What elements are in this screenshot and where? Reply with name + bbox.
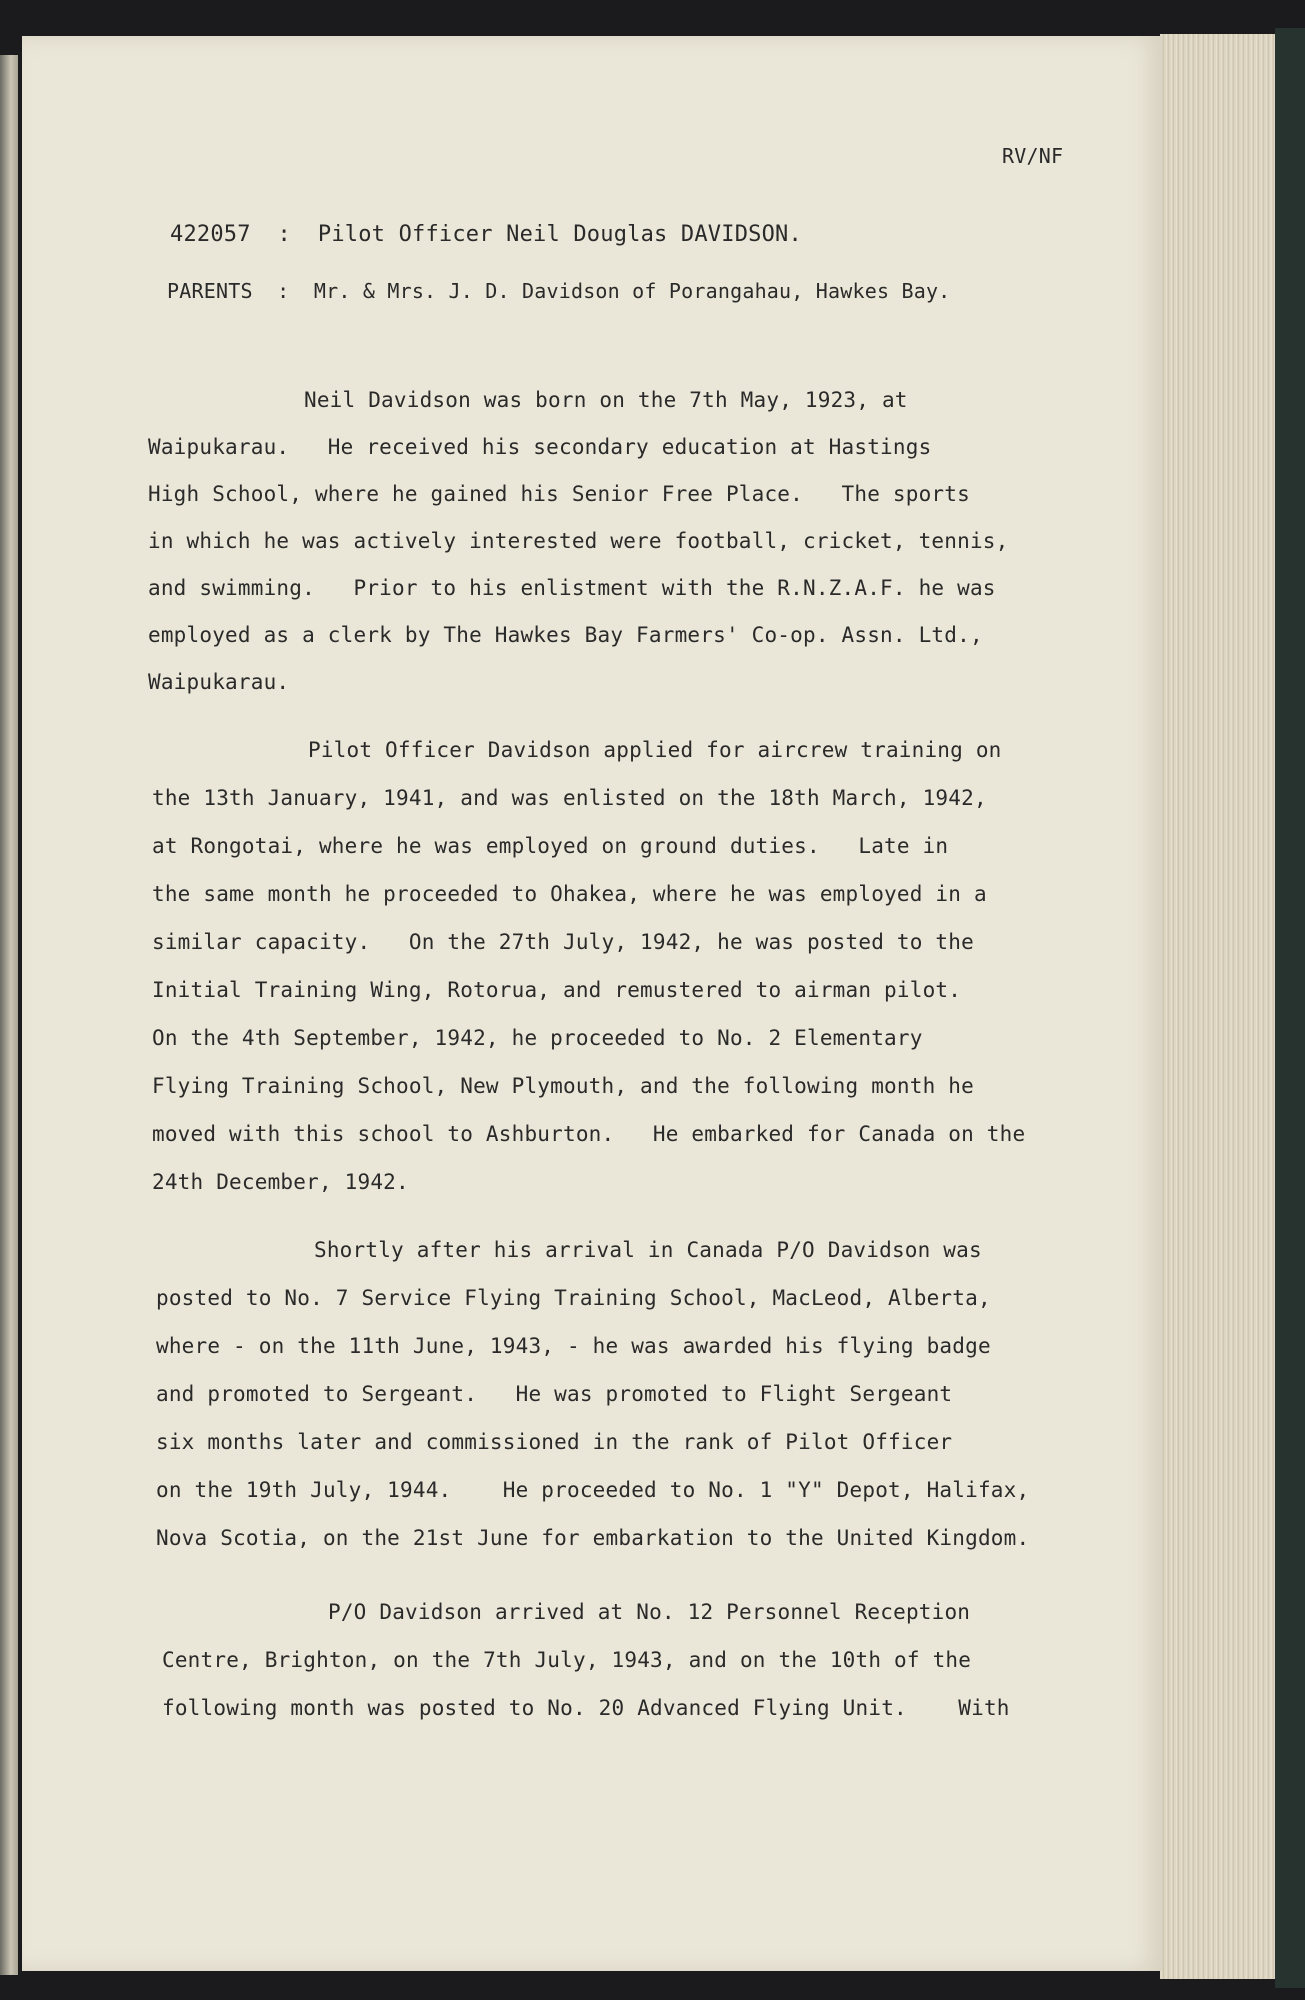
book-cover-edge — [1275, 28, 1305, 1988]
body-line: On the 4th September, 1942, he proceeded to No. 2 Elementary — [152, 1026, 923, 1050]
parents-line: PARENTS : Mr. & Mrs. J. D. Davidson of Porangahau, Hawkes Bay. — [167, 279, 951, 303]
body-line: Neil Davidson was born on the 7th May, 1923, at — [304, 388, 908, 412]
body-line: High School, where he gained his Senior Free Place. The sports — [148, 482, 970, 506]
body-line: Nova Scotia, on the 21st June for embarkation to the United Kingdom. — [156, 1526, 1030, 1550]
body-line: Initial Training Wing, Rotorua, and remustered to airman pilot. — [152, 978, 962, 1002]
body-line: on the 19th July, 1944. He proceeded to No. 1 "Y" Depot, Halifax, — [156, 1478, 1030, 1502]
body-line: employed as a clerk by The Hawkes Bay Farmers' Co-op. Assn. Ltd., — [148, 623, 983, 647]
body-line: where - on the 11th June, 1943, - he was awarded his flying badge — [156, 1334, 991, 1358]
body-line: 24th December, 1942. — [152, 1170, 409, 1194]
body-line: Pilot Officer Davidson applied for aircrew training on — [308, 738, 1002, 762]
document-page — [22, 36, 1162, 1971]
body-line: Waipukarau. — [148, 670, 290, 694]
body-line: Waipukarau. He received his secondary education at Hastings — [148, 435, 932, 459]
body-line: the same month he proceeded to Ohakea, where he was employed in a — [152, 882, 987, 906]
reference-code: RV/NF — [1002, 144, 1064, 168]
body-line: and promoted to Sergeant. He was promoted to Flight Sergeant — [156, 1382, 953, 1406]
service-number-name-line: 422057 : Pilot Officer Neil Douglas DAVIDSON. — [170, 222, 802, 247]
body-line: and swimming. Prior to his enlistment with the R.N.Z.A.F. he was — [148, 576, 996, 600]
body-line: the 13th January, 1941, and was enlisted on the 18th March, 1942, — [152, 786, 987, 810]
body-line: Flying Training School, New Plymouth, and the following month he — [152, 1074, 974, 1098]
facing-page-edge — [0, 55, 18, 1975]
body-line: at Rongotai, where he was employed on ground duties. Late in — [152, 834, 949, 858]
body-line: Centre, Brighton, on the 7th July, 1943, and on the 10th of the — [162, 1648, 972, 1672]
body-line: similar capacity. On the 27th July, 1942, he was posted to the — [152, 930, 974, 954]
body-line: posted to No. 7 Service Flying Training School, MacLeod, Alberta, — [156, 1286, 991, 1310]
body-line: following month was posted to No. 20 Advanced Flying Unit. With — [162, 1696, 1010, 1720]
body-line: P/O Davidson arrived at No. 12 Personnel Reception — [328, 1600, 971, 1624]
body-line: six months later and commissioned in the rank of Pilot Officer — [156, 1430, 953, 1454]
body-line: in which he was actively interested were football, cricket, tennis, — [148, 529, 1009, 553]
body-line: moved with this school to Ashburton. He embarked for Canada on the — [152, 1122, 1026, 1146]
body-line: Shortly after his arrival in Canada P/O Davidson was — [314, 1238, 982, 1262]
